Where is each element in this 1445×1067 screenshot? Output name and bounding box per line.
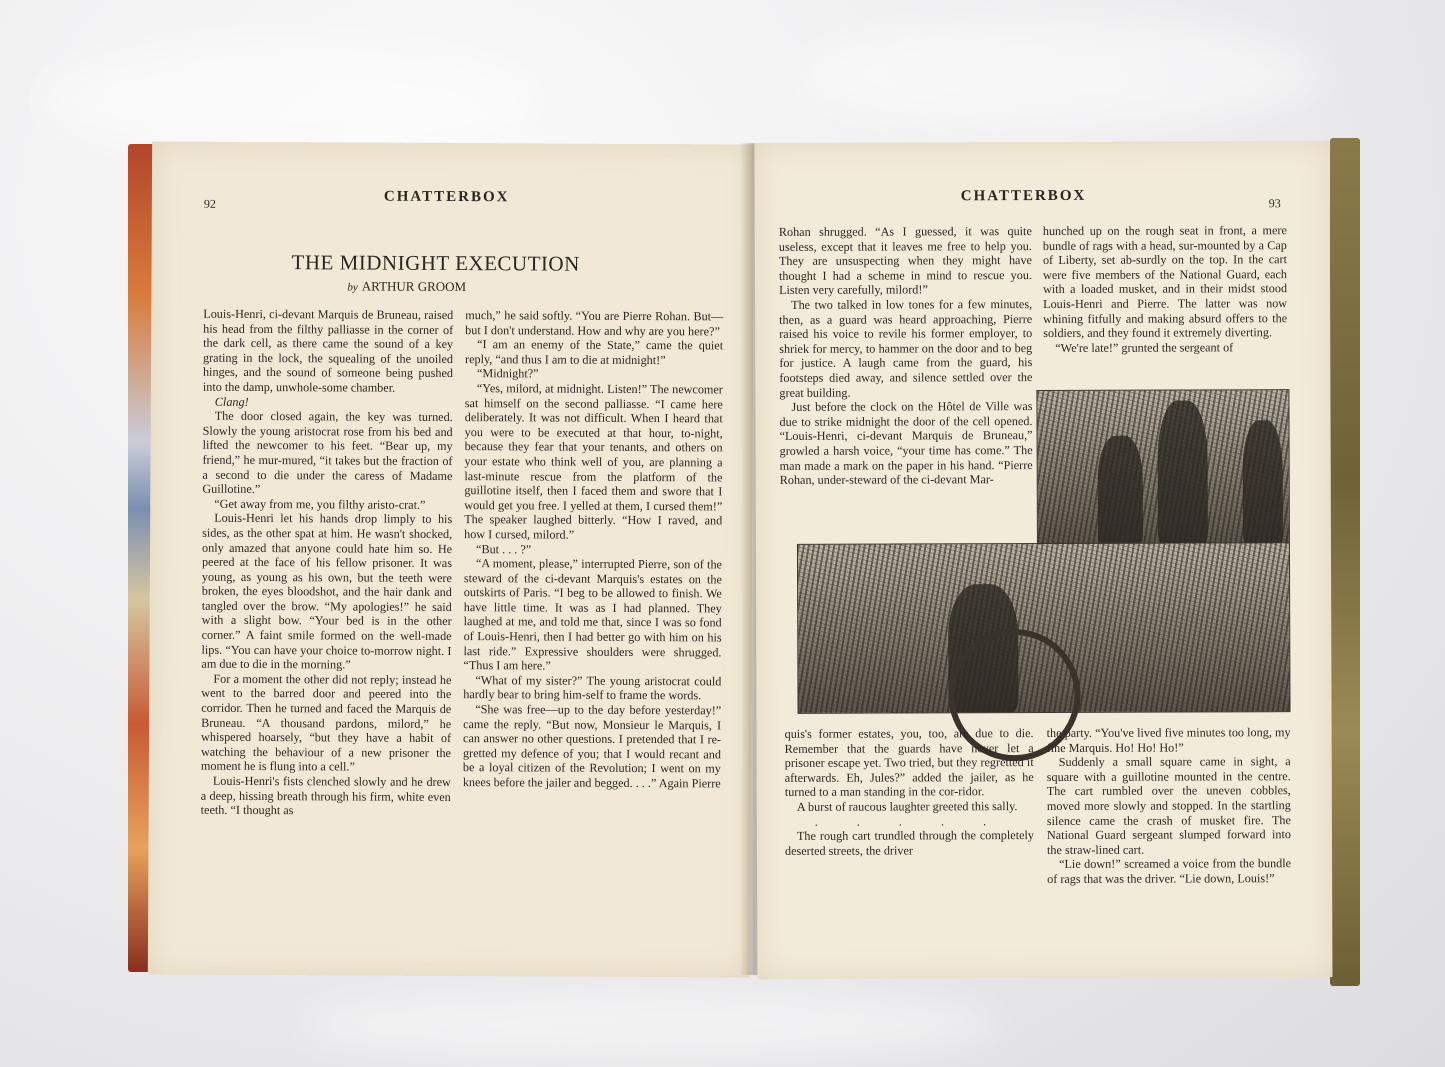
paragraph: “I am an enemy of the State,” came the quiet reply, “and thus I am to die at midnight!” xyxy=(465,337,724,367)
paragraph: Just before the clock on the Hôtel de Ville was due to strike midnight the door of the cell opened. “Louis-Henri, ci-devant Marquis de Bruneau,” growled a harsh voice, “your time has come.” The man made a mark on the paper in his hand. “Pierre Rohan, under-steward of the ci-devant Mar- xyxy=(779,399,1033,488)
paragraph: “We're late!” grunted the sergeant of xyxy=(1055,340,1234,355)
illustration-figure xyxy=(1157,400,1208,545)
left-column-1 xyxy=(201,307,454,819)
paragraph: “Midnight?” xyxy=(476,366,539,381)
paragraph: Rohan shrugged. “As I guessed, it was quite useless, except that it leaves me free to help you. They are unsuspecting when they might have thought I had a scheme in mind to rescue you. Listen very carefully, milord!” xyxy=(778,224,1033,298)
right-column-2-top xyxy=(1043,223,1287,355)
byline-prefix: by xyxy=(347,281,358,294)
paragraph: quis's former estates, you, too, are due to die. Remember that the guards have never let a prisoner escape yet. Two tried, but they regretted it afterwards. Eh, Jules?” added the jailer, as he turned to a man standing in the cor-ridor. xyxy=(784,726,1034,800)
paragraph: “She was free—up to the day before yesterday!” came the reply. “But now, Monsieur le Marquis, I can answer no other questions. I pretended that I re-gretted my defence of you; that I would recant and be a loyal citizen of the Revolution; I went on my knees before the jailer and begged. . . .” Again Pierre xyxy=(462,702,722,791)
paragraph: For a moment the other did not reply; instead he went to the barred door and peered into the corridor. Then he turned and faced the Marquis de Bruneau. “A thousand pardons, milord,” he whispered hoarsely, “but they have a habit of watching the behaviour of a new prisoner the moment he is flung into a cell.” xyxy=(200,671,452,774)
open-book xyxy=(128,138,1360,986)
paragraph: Louis-Henri, ci-devant Marquis de Bruneau, raised his head from the filthy palliasse in the corner of the dark cell, as there came the sound of a key grating in the lock, the squealing of the unoiled hinges, and the sound of someone being pushed into the damp, unwhole-some chamber. xyxy=(202,306,454,395)
illustration-figure xyxy=(1098,436,1143,546)
byline xyxy=(347,278,466,295)
left-column-2 xyxy=(463,308,724,791)
section-break: . . . . . xyxy=(814,813,1005,829)
paragraph: The rough cart trundled through the completely deserted streets, the driver xyxy=(784,828,1034,858)
paragraph: “Get away from me, you filthy aristo-crat.” xyxy=(214,496,426,512)
paragraph: the party. “You've lived five minutes too long, my fine Marquis. Ho! Ho! Ho!” xyxy=(1046,725,1291,755)
right-column-1-bottom xyxy=(785,726,1034,858)
story-title: THE MIDNIGHT EXECUTION xyxy=(291,250,580,276)
paragraph: Louis-Henri's fists clenched slowly and he drew a deep, hissing breath through his firm, white even teeth. “I thought as xyxy=(200,773,451,818)
paragraph: A burst of raucous laughter greeted this sally. xyxy=(796,799,1018,814)
running-head-left: CHATTERBOX xyxy=(383,188,510,206)
byline-author: ARTHUR GROOM xyxy=(361,278,467,295)
page-number-left: 92 xyxy=(203,196,216,211)
cloth-fold xyxy=(300,990,1000,1060)
paragraph: The two talked in low tones for a few minutes, then, as a guard was heard approaching, Pierre raised his voice to revile his former employer, to shriek for mercy, to hammer on the door and to beg for justice. A laugh came from the guard, his footsteps died away, and silence settled over the great building. xyxy=(779,297,1033,400)
paragraph: Clang! xyxy=(214,394,249,409)
right-page xyxy=(755,141,1333,979)
right-column-1-top xyxy=(779,224,1033,488)
left-page xyxy=(148,141,754,977)
paragraph: much,” he said softly. “You are Pierre Rohan. But—but I don't understand. How and why are you here?” xyxy=(465,308,724,338)
paragraph: “What of my sister?” The young aristocrat could hardly bear to bring him-self to frame the words. xyxy=(463,672,722,703)
right-column-2-bottom xyxy=(1047,725,1292,886)
cloth-fold xyxy=(800,20,1320,130)
paragraph: “Yes, milord, at midnight. Listen!” The newcomer sat himself on the second palliasse. “I came here deliberately. It was not difficult. When I heard that you were to be executed at that hour, to-night, because they fear that your tenants, and others on your estate who think well of you, are planning a last-minute rescue from the platform of the guillotine itself, then I faced them and swore that I would get you free. I yelled at them, I cursed them!” The speaker laughed bitterly. “How I raved, and how I cursed, milord.” xyxy=(464,381,723,542)
illustration-cart-scene xyxy=(797,542,1291,714)
paragraph: hunched up on the rough seat in front, a mere bundle of rags with a head, sur-mounted by a Cap of Liberty, set ab-surdly on the top. In the cart were five members of the National Guard, each with a loaded musket, and in their midst stood Louis-Henri and Pierre. The latter was now whining fitfully and making absurd offers to the soldiers, and they found it extremely diverting. xyxy=(1042,223,1288,341)
illustration-guards-with-prisoners xyxy=(1036,389,1290,547)
paragraph: “Lie down!” screamed a voice from the bundle of rags that was the driver. “Lie down, Louis!” xyxy=(1047,856,1292,886)
illustration-figure xyxy=(1243,420,1283,545)
paragraph: Louis-Henri let his hands drop limply to his sides, as the other spat at him. He wasn't shocked, only amazed that anyone could hate him so. He peered at the face of his fellow prisoner. It was young, as young as his own, but the teeth were broken, the eyes bloodshot, and the hair dank and tangled over the brow. “My apologies!” he said with a slight bow. “Your bed is in the other corner.” A faint smile formed on the well-made lips. “You can have your choice to-morrow night. I am due to die in the morning.” xyxy=(201,511,453,672)
paragraph: Suddenly a small square came in sight, a square with a guillotine mounted in the centre. The cart rumbled over the uneven cobbles, moved more slowly and stopped. In the startling silence came the crash of musket fire. The National Guard sergeant slumped forward into the straw-lined cart. xyxy=(1046,754,1291,857)
running-head-right: CHATTERBOX xyxy=(960,187,1087,205)
book-cover-right-edge xyxy=(1330,138,1360,986)
page-number-right: 93 xyxy=(1268,196,1281,211)
paragraph: The door closed again, the key was turned. Slowly the young aristocrat rose from his bed and lifted the newcomer to his feet. “Bear up, my friend,” he mur-mured, “it takes but the fraction of a second to die under the caress of Madame Guillotine.” xyxy=(202,408,453,497)
paragraph: “But . . . ?” xyxy=(476,541,532,556)
paragraph: “A moment, please,” interrupted Pierre, son of the steward of the ci-devant Marquis's estates on the outskirts of Paris. “I beg to be allowed to finish. We have little time. It was as I had planned. They laughed at me, and told me that, since I was so fond of Louis-Henri, then I had better go with him on his last ride.” Expressive shoulders were shrugged. “Thus I am here.” xyxy=(463,556,723,673)
